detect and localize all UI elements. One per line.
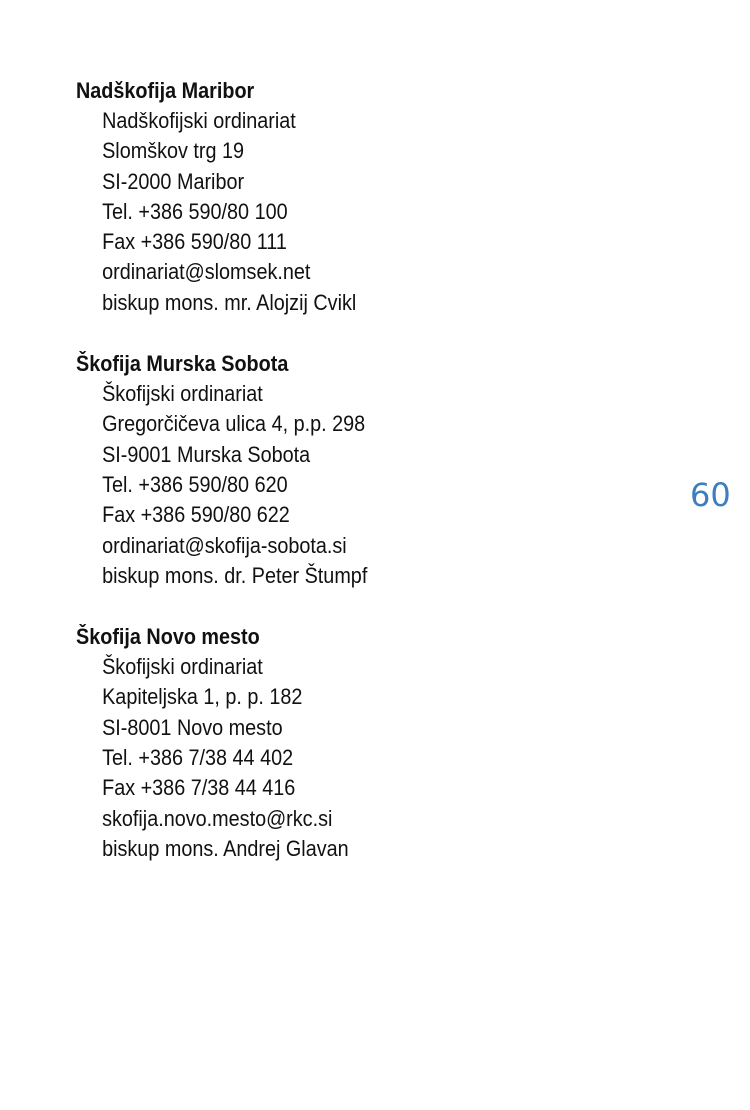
email-line: skofija.novo.mesto@rkc.si xyxy=(102,805,333,831)
phone-line: Tel. +386 590/80 100 xyxy=(102,198,288,224)
address-line: Gregorčičeva ulica 4, p.p. 298 xyxy=(102,411,366,437)
address-line: Kapiteljska 1, p. p. 182 xyxy=(102,684,303,710)
fax-line: Fax +386 590/80 111 xyxy=(102,229,287,255)
diocese-entry xyxy=(76,76,676,318)
phone-line: Tel. +386 7/38 44 402 xyxy=(102,745,294,771)
diocese-title: Škofija Murska Sobota xyxy=(76,351,289,377)
address-line: Slomškov trg 19 xyxy=(102,138,245,164)
page-number: 60 xyxy=(690,476,731,514)
address-line: SI-8001 Novo mesto xyxy=(102,714,283,740)
bishop-line: biskup mons. Andrej Glavan xyxy=(102,835,349,861)
office-line: Škofijski ordinariat xyxy=(102,381,263,407)
phone-line: Tel. +386 590/80 620 xyxy=(102,471,288,497)
fax-line: Fax +386 7/38 44 416 xyxy=(102,775,296,801)
address-line: SI-2000 Maribor xyxy=(102,168,245,194)
diocese-title: Škofija Novo mesto xyxy=(76,624,260,650)
diocese-title: Nadškofija Maribor xyxy=(76,78,255,103)
fax-line: Fax +386 590/80 622 xyxy=(102,502,290,528)
bishop-line: biskup mons. dr. Peter Štumpf xyxy=(102,562,368,588)
office-line: Škofijski ordinariat xyxy=(102,654,263,680)
email-line: ordinariat@slomsek.net xyxy=(102,259,311,285)
bishop-line: biskup mons. mr. Alojzij Cvikl xyxy=(102,289,357,315)
diocese-directory xyxy=(76,76,676,895)
email-line: ordinariat@skofija-sobota.si xyxy=(102,532,347,558)
diocese-entry xyxy=(76,622,676,864)
address-line: SI-9001 Murska Sobota xyxy=(102,441,311,467)
office-line: Nadškofijski ordinariat xyxy=(102,108,296,133)
diocese-entry xyxy=(76,349,676,591)
